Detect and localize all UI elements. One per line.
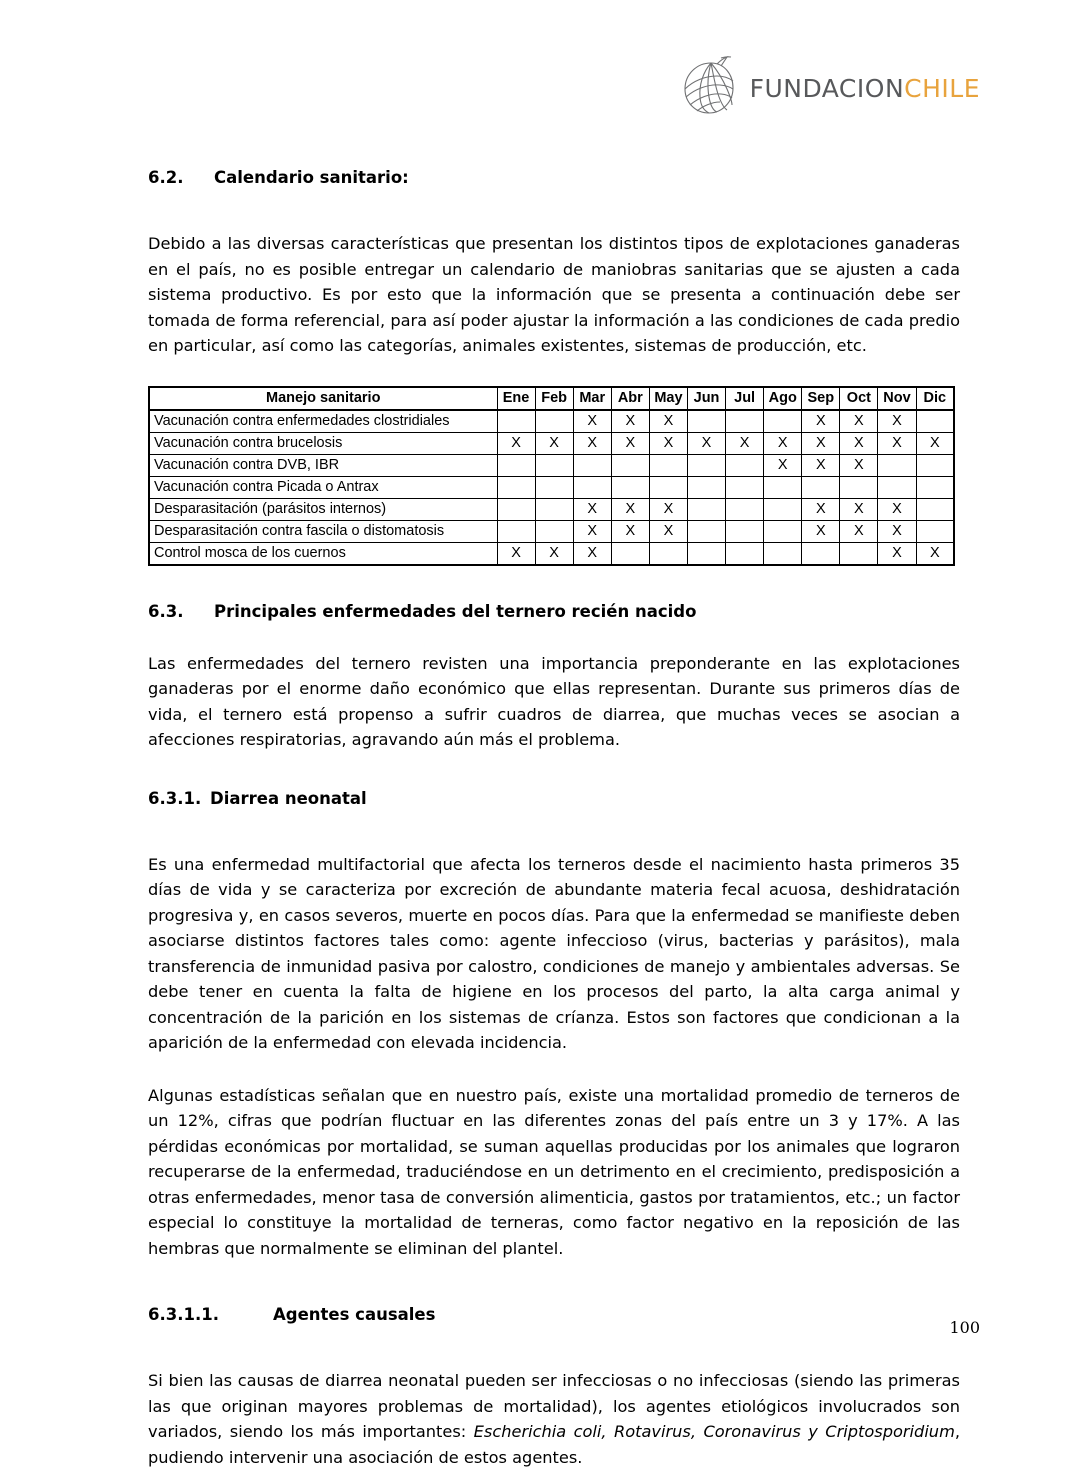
table-cell-month — [497, 476, 535, 498]
paragraph-6-3-1-1 — [148, 1368, 960, 1470]
table-cell-month — [916, 476, 954, 498]
table-cell-month — [726, 520, 764, 542]
table-cell-month — [878, 454, 916, 476]
table-header-may: May — [649, 387, 687, 410]
heading-6-2-title: Calendario sanitario: — [214, 168, 409, 187]
table-cell-month — [687, 410, 725, 433]
table-cell-month: X — [916, 432, 954, 454]
table-cell-month — [726, 454, 764, 476]
table-cell-month — [649, 454, 687, 476]
heading-6-2-number: 6.2. — [148, 168, 184, 187]
table-cell-month: X — [802, 432, 840, 454]
table-cell-month: X — [611, 410, 649, 433]
table-cell-month — [573, 476, 611, 498]
table-cell-month: X — [878, 410, 916, 433]
table-cell-month: X — [764, 454, 802, 476]
table-cell-month — [497, 410, 535, 433]
table-header-ene: Ene — [497, 387, 535, 410]
table-header-mar: Mar — [573, 387, 611, 410]
table-header-sep: Sep — [802, 387, 840, 410]
table-cell-month — [802, 542, 840, 565]
table-header-manejo: Manejo sanitario — [149, 387, 497, 410]
table-cell-month: X — [802, 410, 840, 433]
paragraph-6-3-1-b: Algunas estadísticas señalan que en nuestro país, existe una mortalidad promedio de terneros de un 12%, cifras que podrían fluctuar en las diferentes zonas del país entre un 3 y 17%. A las pérdidas económicas por mortalidad, se suman aquellas producidas por los animales que lograron recuperarse de la enfermedad, traduciéndose en un detrimento en el crecimiento, predisposición a otras enfermedades, menor tasa de conversión alimenticia, gastos por tratamientos, etc.; un factor especial lo constituye la mortalidad de terneras, como factor negativo en la reposición de las hembras que normalmente se eliminan del plantel. — [148, 1085, 960, 1258]
table-cell-month: X — [687, 432, 725, 454]
table-cell-month — [687, 476, 725, 498]
table-cell-month — [764, 542, 802, 565]
table-cell-month — [878, 476, 916, 498]
table-cell-month — [535, 476, 573, 498]
brand-chile: CHILE — [904, 73, 980, 103]
table-cell-month — [573, 454, 611, 476]
table-cell-month: X — [611, 432, 649, 454]
paragraph-6-3: Las enfermedades del ternero revisten una importancia preponderante en las explotaciones ganaderas por el enorme daño económico que ellas representan. Durante sus primeros días de vida, el ternero está propenso a sufrir cuadros de diarrea, que muchas veces se asocian a afecciones respiratorias, agravando aún más el problema. — [148, 653, 960, 749]
table-cell-month: X — [573, 498, 611, 520]
table-body — [149, 410, 954, 565]
table-row-label: Vacunación contra brucelosis — [149, 432, 497, 454]
table-cell-month — [611, 454, 649, 476]
table-row-label: Vacunación contra enfermedades clostridiales — [149, 410, 497, 433]
table-cell-month: X — [840, 498, 878, 520]
paragraph-6-3-1-a: Es una enfermedad multifactorial que afecta los terneros desde el nacimiento hasta primeros 35 días de vida y se caracteriza por excreción de abundante materia fecal acuosa, deshidratación progresiva y, en casos severos, muerte en pocos días. Para que la enfermedad se manifieste deben asociarse distintos factores tales como: agente infeccioso (virus, bacterias y parásitos), mala transferencia de inmunidad pasiva por calostro, condiciones de manejo y ambientales adversas. Se debe tener en cuenta la falta de higiene en los procesos del parto, la alta carga animal y concentración de la parición en los sistemas de críanza. Estos son factores que condicionan a la aparición de la enfermedad con elevada incidencia. — [148, 854, 960, 1052]
heading-6-3-1-1-number: 6.3.1.1. — [148, 1305, 219, 1324]
table-cell-month — [687, 454, 725, 476]
table-cell-month — [649, 476, 687, 498]
table-cell-month: X — [840, 520, 878, 542]
table-row-label: Desparasitación (parásitos internos) — [149, 498, 497, 520]
table-row — [149, 498, 954, 520]
table-cell-month — [764, 498, 802, 520]
table-cell-month: X — [611, 520, 649, 542]
table-cell-month: X — [573, 520, 611, 542]
heading-6-2 — [148, 168, 960, 187]
table-cell-month — [535, 520, 573, 542]
table-cell-month: X — [840, 454, 878, 476]
table-cell-month — [687, 542, 725, 565]
table-cell-month: X — [916, 542, 954, 565]
calendario-sanitario-table — [148, 386, 955, 566]
heading-6-3-1-title: Diarrea neonatal — [210, 788, 367, 808]
globe-logo-icon — [672, 55, 744, 121]
table-cell-month — [802, 476, 840, 498]
table-cell-month — [535, 498, 573, 520]
brand-header — [672, 55, 980, 121]
table-header-abr: Abr — [611, 387, 649, 410]
table-cell-month — [726, 542, 764, 565]
agentes-pathogen-names: Escherichia coli, Rotavirus, Coronavirus y Criptosporidium — [473, 1422, 955, 1441]
table-cell-month: X — [497, 432, 535, 454]
table-cell-month: X — [878, 432, 916, 454]
table-cell-month: X — [573, 432, 611, 454]
heading-6-3-title: Principales enfermedades del ternero recién nacido — [214, 601, 697, 621]
table-cell-month — [726, 498, 764, 520]
heading-6-3-1-number: 6.3.1. — [148, 788, 202, 808]
table-header-jun: Jun — [687, 387, 725, 410]
heading-6-3-number: 6.3. — [148, 601, 184, 621]
table-cell-month: X — [611, 498, 649, 520]
table-cell-month — [764, 520, 802, 542]
table-row-label: Desparasitación contra fascila o distomatosis — [149, 520, 497, 542]
table-cell-month — [726, 476, 764, 498]
table-cell-month — [916, 454, 954, 476]
heading-6-3 — [148, 602, 960, 621]
table-cell-month: X — [535, 542, 573, 565]
table-row — [149, 476, 954, 498]
table-cell-month: X — [649, 410, 687, 433]
table-cell-month — [840, 476, 878, 498]
agentes-text-part1: Si bien las causas de diarrea neonatal pueden ser infecciosas o no infecciosas (siendo las primeras las que originan mayores problemas de mortalidad), los agentes etiológicos involucrados son variados, siendo los más importantes: — [148, 1371, 960, 1441]
paragraph-6-2: Debido a las diversas características que presentan los distintos tipos de explotaciones ganaderas en el país, no es posible entregar un calendario de maniobras sanitarias que se ajusten a cada sistema productivo. Es por esto que la información que se presenta a continuación debe ser tomada de forma referencial, para así poder ajustar la información a las condiciones de cada predio en particular, así como las categorías, animales existentes, sistemas de producción, etc. — [148, 234, 960, 355]
table-cell-month — [726, 410, 764, 433]
table-cell-month — [649, 542, 687, 565]
table-cell-month: X — [573, 410, 611, 433]
brand-fundacion: FUNDACION — [749, 73, 905, 103]
table-cell-month — [535, 454, 573, 476]
table-cell-month — [535, 410, 573, 433]
document-body — [148, 168, 960, 1470]
table-cell-month: X — [802, 498, 840, 520]
table-cell-month — [687, 498, 725, 520]
page-number: 100 — [949, 1318, 980, 1337]
table-cell-month: X — [802, 520, 840, 542]
table-header-dic: Dic — [916, 387, 954, 410]
table-cell-month: X — [497, 542, 535, 565]
table-header-feb: Feb — [535, 387, 573, 410]
table-row-label: Control mosca de los cuernos — [149, 542, 497, 565]
table-cell-month — [497, 520, 535, 542]
table-header-jul: Jul — [726, 387, 764, 410]
table-row-label: Vacunación contra Picada o Antrax — [149, 476, 497, 498]
table-cell-month: X — [840, 432, 878, 454]
table-cell-month — [840, 542, 878, 565]
table-row — [149, 454, 954, 476]
table-row — [149, 542, 954, 565]
table-cell-month — [611, 476, 649, 498]
table-cell-month: X — [802, 454, 840, 476]
table-cell-month — [497, 498, 535, 520]
table-cell-month — [611, 542, 649, 565]
table-cell-month: X — [649, 432, 687, 454]
heading-6-3-1 — [148, 789, 960, 808]
agentes-text-part2: , pudiendo intervenir una asociación de estos agentes. — [148, 1422, 960, 1467]
table-header-row — [149, 387, 954, 410]
table-header-nov: Nov — [878, 387, 916, 410]
table-cell-month: X — [840, 410, 878, 433]
table-header-oct: Oct — [840, 387, 878, 410]
table-cell-month — [916, 410, 954, 433]
table-cell-month — [687, 520, 725, 542]
table-row-label: Vacunación contra DVB, IBR — [149, 454, 497, 476]
table-cell-month: X — [649, 520, 687, 542]
table-cell-month — [764, 476, 802, 498]
table-cell-month — [916, 520, 954, 542]
brand-wordmark — [750, 74, 980, 103]
table-cell-month: X — [649, 498, 687, 520]
table-cell-month: X — [535, 432, 573, 454]
table-cell-month: X — [878, 542, 916, 565]
heading-6-3-1-1 — [148, 1305, 960, 1324]
table-row — [149, 410, 954, 433]
table-row — [149, 432, 954, 454]
table-cell-month — [916, 498, 954, 520]
table-cell-month: X — [764, 432, 802, 454]
table-cell-month — [764, 410, 802, 433]
table-row — [149, 520, 954, 542]
table-header-ago: Ago — [764, 387, 802, 410]
table-cell-month — [497, 454, 535, 476]
heading-6-3-1-1-title: Agentes causales — [273, 1305, 436, 1324]
table-cell-month: X — [878, 520, 916, 542]
table-cell-month: X — [878, 498, 916, 520]
table-cell-month: X — [726, 432, 764, 454]
table-cell-month: X — [573, 542, 611, 565]
